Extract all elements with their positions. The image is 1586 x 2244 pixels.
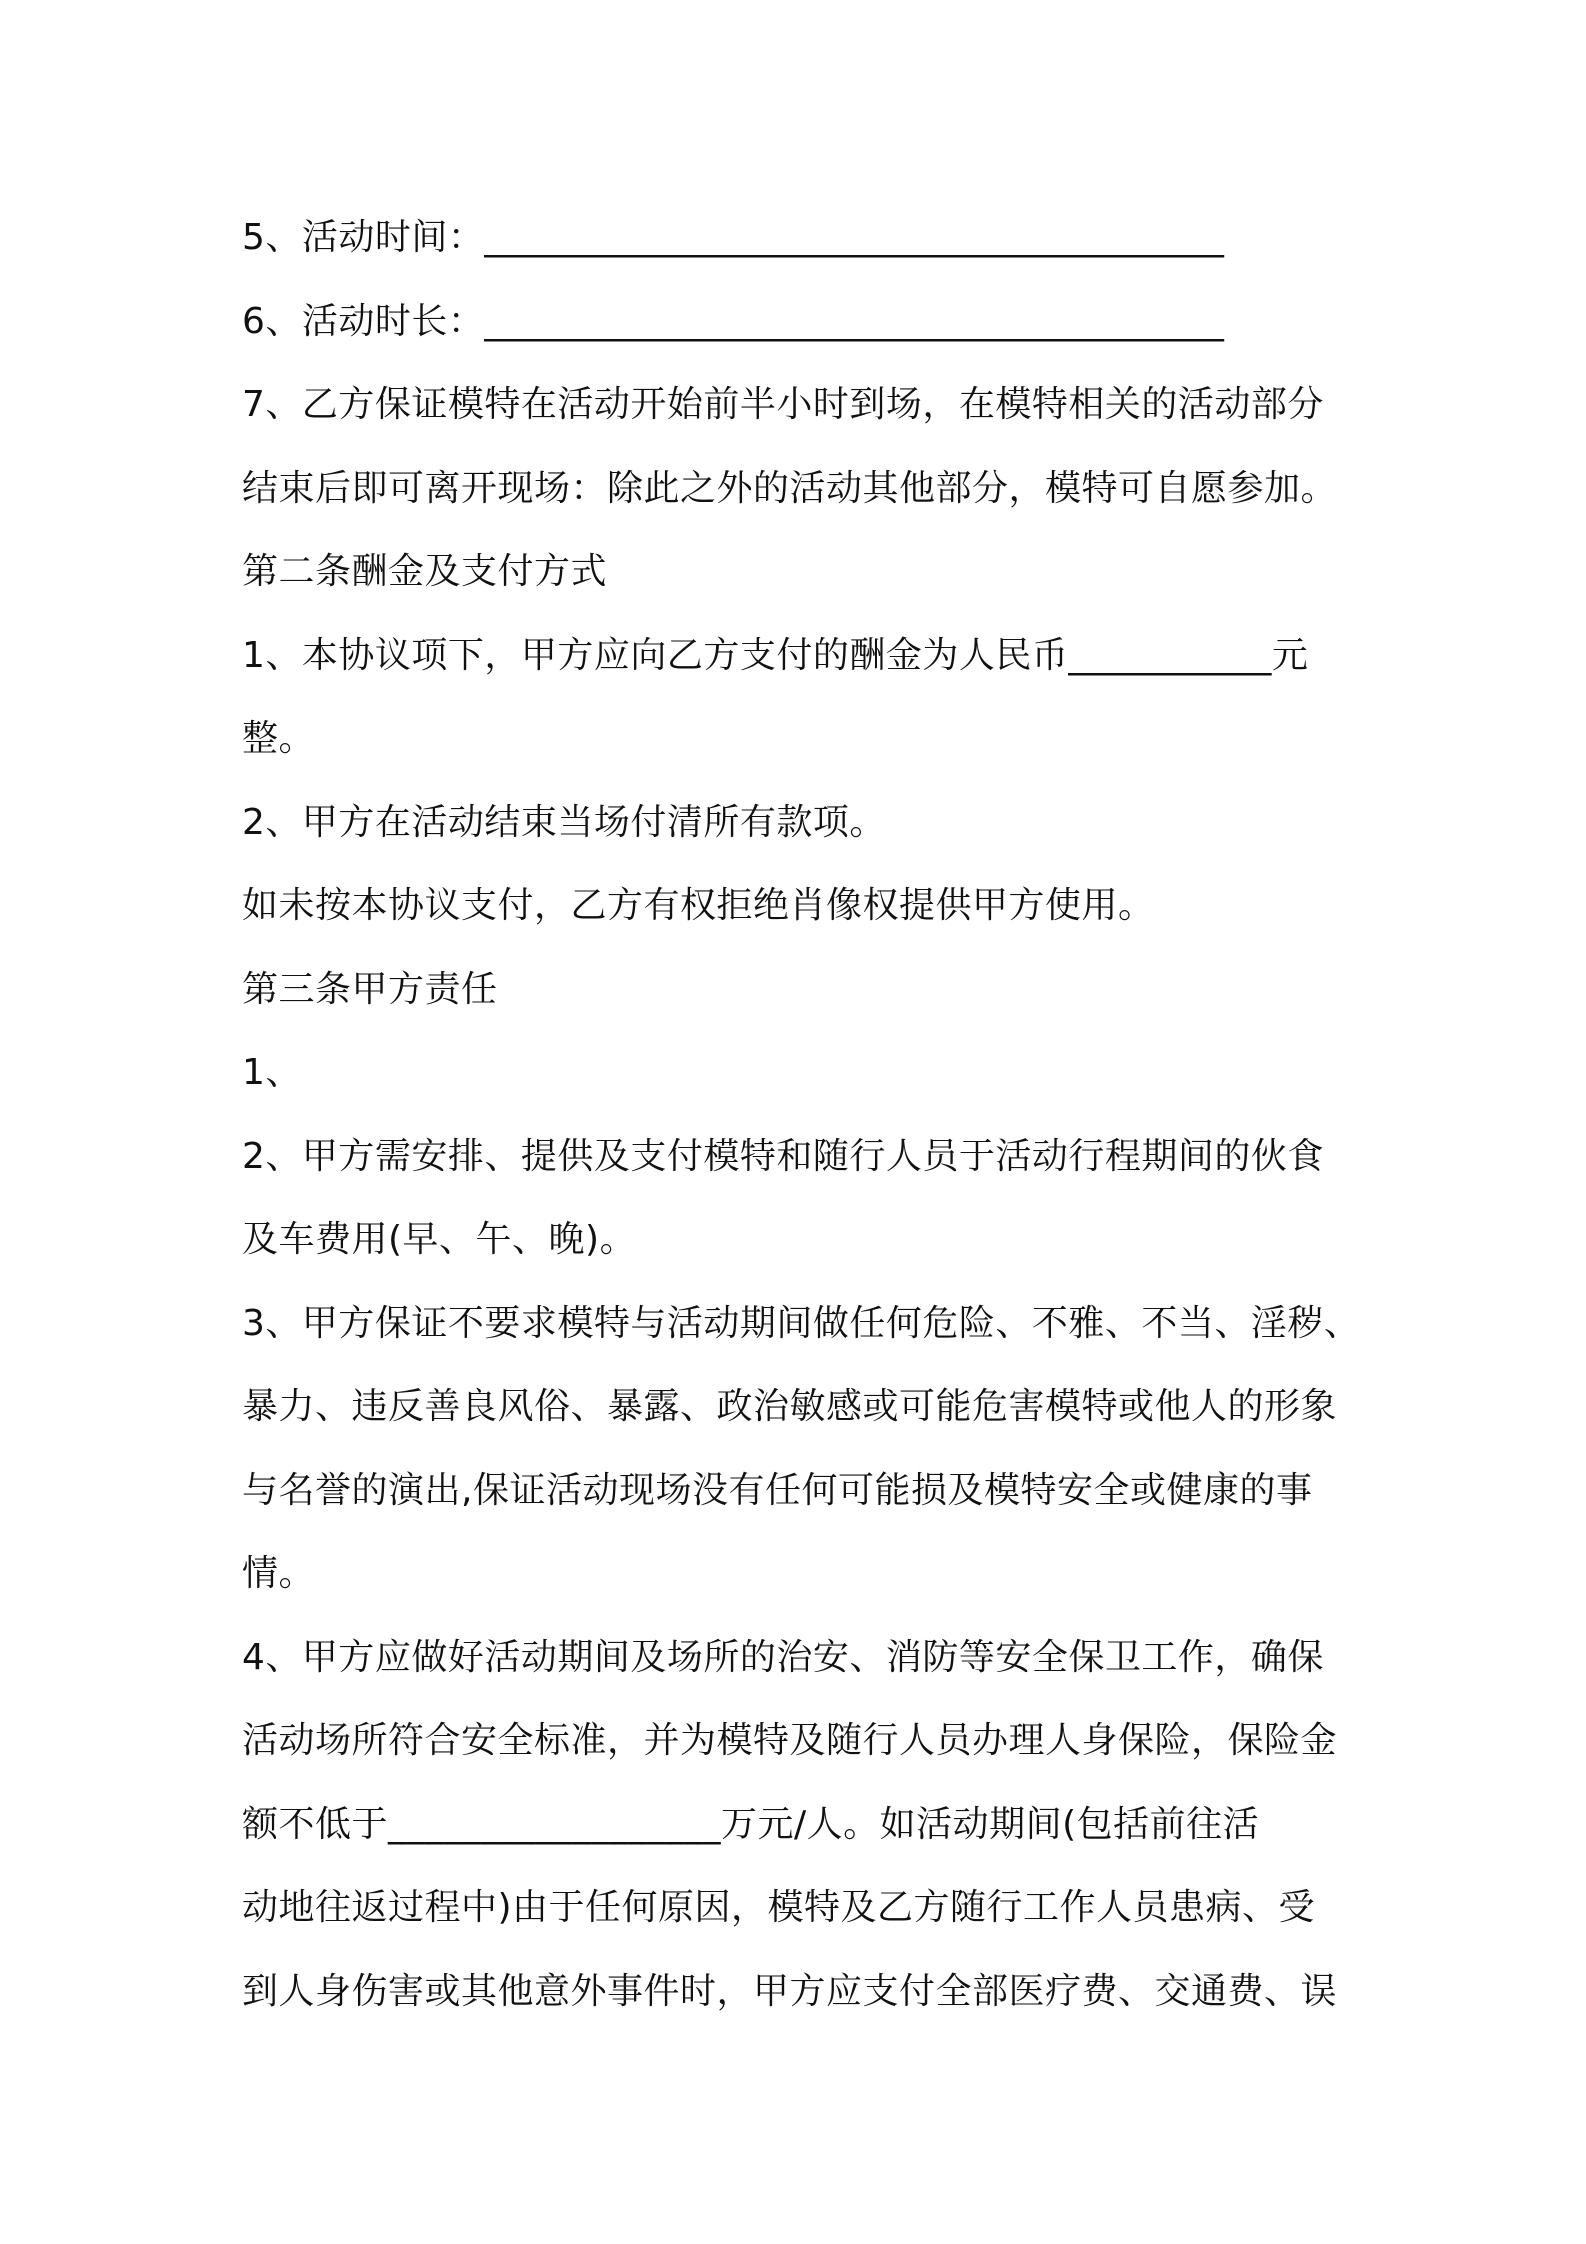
- article-3-clause-3-line-3: 与名誉的演出,保证活动现场没有任何可能损及模特安全或健康的事: [242, 1469, 1313, 1511]
- clause-7-line-1: 7、乙方保证模特在活动开始前半小时到场，在模特相关的活动部分: [242, 384, 1324, 425]
- article-2-note: 如未按本协议支付，乙方有权拒绝肖像权提供甲方使用。: [242, 885, 1155, 926]
- article-3-clause-3-line-1: 3、甲方保证不要求模特与活动期间做任何危险、不雅、不当、淫秽、: [242, 1302, 1361, 1344]
- article-3-clause-4-line-4: 动地往返过程中)由于任何原因，模特及乙方随行工作人员患病、受: [242, 1887, 1316, 1928]
- article-3-clause-3-line-2: 暴力、违反善良风俗、暴露、政治敏感或可能危害模特或他人的形象: [242, 1386, 1338, 1427]
- article-2-clause-1-line-1: 1、本协议项下，甲方应向乙方支付的酬金为人民币___________元: [242, 634, 1309, 676]
- article-3-clause-1: 1、: [242, 1052, 302, 1093]
- article-2-clause-1-line-2: 整。: [242, 718, 316, 759]
- article-3-clause-2-line-2: 及车费用(早、午、晚)。: [242, 1219, 637, 1260]
- article-3-clause-4-line-3: 额不低于__________________万元/人。如活动期间(包括前往活: [242, 1803, 1260, 1845]
- article-3-heading: 第三条甲方责任: [242, 968, 498, 1010]
- article-3-clause-4-line-5: 到人身伤害或其他意外事件时，甲方应支付全部医疗费、交通费、误: [242, 1970, 1338, 2012]
- article-3-clause-2-line-1: 2、甲方需安排、提供及支付模特和随行人员于活动行程期间的伙食: [242, 1135, 1324, 1177]
- clause-6-activity-duration: 6、活动时长：________________________________________: [242, 300, 1225, 342]
- document-body: [242, 196, 1372, 2033]
- clause-7-line-2: 结束后即可离开现场：除此之外的活动其他部分，模特可自愿参加。: [242, 467, 1338, 509]
- article-2-heading: 第二条酬金及支付方式: [242, 551, 608, 592]
- article-3-clause-4-line-1: 4、甲方应做好活动期间及场所的治安、消防等安全保卫工作，确保: [242, 1636, 1324, 1678]
- article-2-clause-2: 2、甲方在活动结束当场付清所有款项。: [242, 801, 886, 843]
- article-3-clause-4-line-2: 活动场所符合安全标准，并为模特及随行人员办理人身保险，保险金: [242, 1720, 1338, 1761]
- article-3-clause-3-line-4: 情。: [242, 1553, 316, 1594]
- clause-5-activity-time: 5、活动时间：________________________________________: [242, 217, 1225, 258]
